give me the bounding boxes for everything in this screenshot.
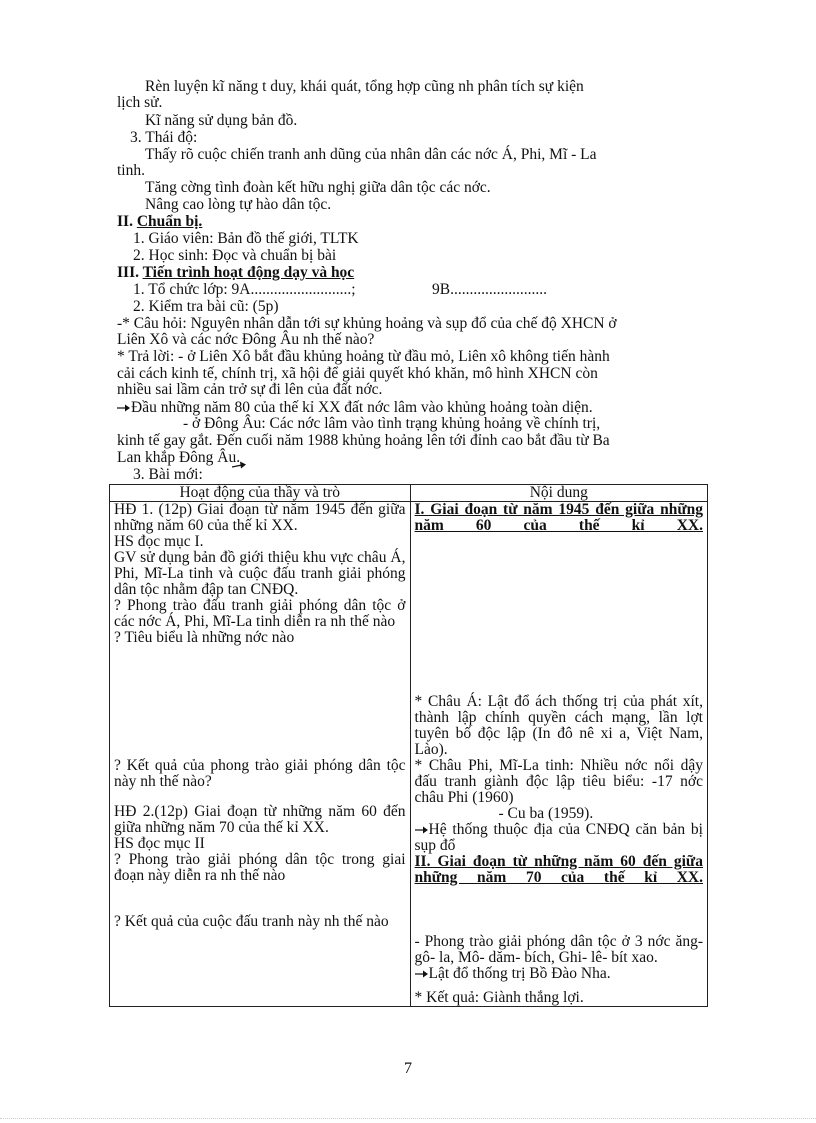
prep-teacher: 1. Giáo viên: Bản đồ thế giới, TLTK [133, 230, 359, 247]
section-3-number: III. [117, 264, 139, 281]
content-collapse [415, 822, 703, 854]
section-3-title: Tiến trình hoạt động dạy và học [142, 264, 355, 281]
header-content: Nội dung [410, 485, 707, 502]
class-organization-9a: 1. Tổ chức lớp: 9A..........................; [133, 281, 356, 298]
skill-line-1b: lịch sử. [117, 94, 163, 111]
activities-cell [110, 502, 411, 1007]
old-lesson-check: 2. Kiểm tra bài cũ: (5p) [133, 298, 279, 315]
page-bottom-divider [0, 1118, 816, 1119]
content-asia: * Châu Á: Lật đổ ách thống trị của phát xít, thành lập chính quyền cách mạng, lần lợt tuyên bố độc lập (In đô nê xi a, Việt Nam, Lào). [414, 693, 703, 758]
activity-read-2: HS đọc mục II [114, 835, 205, 852]
attitude-heading: 3. Thái độ: [130, 129, 198, 146]
answer-line-6: kinh tế gay gắt. Đến cuối năm 1988 khủng hoảng lên tới đỉnh cao bắt đầu từ Ba [117, 432, 610, 449]
section-3-heading [117, 265, 354, 281]
review-question-2: Liên Xô và các nớc Đông Âu nh thế nào? [117, 331, 375, 348]
skill-line-1: Rèn luyện kĩ năng t duy, khái quát, tổng hợp cũng nh phân tích sự kiện [145, 78, 584, 95]
lesson-table [109, 484, 708, 1007]
content-cuba: - Cu ba (1959). [498, 805, 594, 822]
arrow-right-small-icon [232, 461, 246, 471]
content-collapse-text: Hệ thống thuộc địa của CNĐQ căn bản bị sụp đổ [414, 821, 703, 854]
attitude-line-3: Nâng cao lòng tự hào dân tộc. [145, 196, 332, 213]
answer-line-7: Lan khắp Đông Âu. [117, 449, 241, 466]
content-title-2: II. Giai đoạn từ những năm 60 đến giữa những năm 70 của thế kỉ XX. [414, 853, 703, 886]
content-overthrow [415, 966, 703, 982]
activity-hd2: HĐ 2.(12p) Giai đoạn từ những năm 60 đến giữa những năm 70 của thế kỉ XX. [114, 803, 406, 836]
section-2-number: II. [117, 213, 133, 230]
attitude-line-1b: tinh. [117, 162, 145, 179]
activity-question-1: ? Phong trào đấu tranh giải phóng dân tộc ở các nớc Á, Phi, Mĩ-La tinh diễn ra nh thế nào [114, 597, 406, 630]
class-organization-9b: 9B......................... [432, 281, 547, 298]
page-number: 7 [404, 1060, 412, 1077]
activity-question-4: ? Phong trào giải phóng dân tộc trong giai đoạn này diễn ra nh thế nào [114, 851, 406, 884]
content-result: * Kết quả: Giành thắng lợi. [414, 989, 584, 1006]
skill-line-2: Kĩ năng sử dụng bản đồ. [145, 112, 298, 129]
header-activities: Hoạt động của thầy và trò [110, 485, 411, 502]
attitude-line-2: Tăng cờng tình đoàn kết hữu nghị giữa dân tộc các nớc. [145, 179, 491, 196]
table-row [110, 502, 708, 1007]
arrow-right-icon [117, 403, 130, 413]
section-2-heading [117, 214, 202, 230]
prep-student: 2. Học sinh: Đọc và chuẩn bị bài [133, 247, 337, 264]
answer-line-3: nhiều sai lầm cản trở sự đi lên của đất nớc. [117, 381, 383, 398]
answer-line-4-text: Đầu những năm 80 của thế kỉ XX đất nớc lâm vào khủng hoảng toàn diện. [131, 399, 593, 416]
content-overthrow-text: Lật đổ thống trị Bồ Đào Nha. [428, 965, 611, 982]
new-lesson-heading: 3. Bài mới: [133, 466, 203, 483]
content-cell [410, 502, 707, 1007]
activity-read-1: HS đọc mục I. [114, 533, 204, 550]
arrow-right-icon [415, 825, 428, 835]
activity-hd1: HĐ 1. (12p) Giai đoạn từ năm 1945 đến giữa những năm 60 của thế kỉ XX. [114, 501, 406, 534]
table-header-row [110, 485, 708, 502]
arrow-right-icon [415, 969, 428, 979]
activity-question-3: ? Kết quả của phong trào giải phóng dân tộc này nh thế nào? [114, 757, 406, 790]
activity-gv: GV sử dụng bản đồ giới thiệu khu vực châu Á, Phi, Mĩ-La tinh và cuộc đấu tranh giải phóng dân tộc nhằm đập tan CNĐQ. [114, 549, 406, 598]
review-question-1: -* Câu hỏi: Nguyên nhân dẫn tới sự khủng hoảng và sụp đổ của chế độ XHCN ở [117, 315, 617, 332]
attitude-line-1: Thấy rõ cuộc chiến tranh anh dũng của nhân dân các nớc Á, Phi, Mĩ - La [145, 146, 597, 163]
activity-question-2: ? Tiêu biểu là những nớc nào [114, 629, 295, 646]
answer-line-5: - ở Đông Âu: Các nớc lâm vào tình trạng khủng hoảng về chính trị, [183, 415, 601, 432]
activity-question-5: ? Kết quả của cuộc đấu tranh này nh thế nào [114, 913, 389, 930]
answer-line-1: * Trả lời: - ở Liên Xô bắt đầu khủng hoảng từ đầu mỏ, Liên xô không tiến hành [117, 348, 610, 365]
answer-line-2: cải cách kinh tế, chính trị, xã hội để giải quyết khó khăn, mô hình XHCN còn [117, 365, 598, 382]
content-africa: * Châu Phi, Mĩ-La tinh: Nhiều nớc nổi dậy đấu tranh giành độc lập tiêu biểu: -17 nớc châu Phi (1960) [414, 757, 703, 806]
content-title-1: I. Giai đoạn từ năm 1945 đến giữa những năm 60 của thế kỉ XX. [414, 501, 703, 534]
content-movement: - Phong trào giải phóng dân tộc ở 3 nớc ăng- gô- la, Mô- dăm- bích, Ghi- lê- bít xao. [414, 933, 703, 966]
section-2-title: Chuẩn bị. [136, 213, 203, 230]
answer-line-4 [117, 400, 593, 416]
